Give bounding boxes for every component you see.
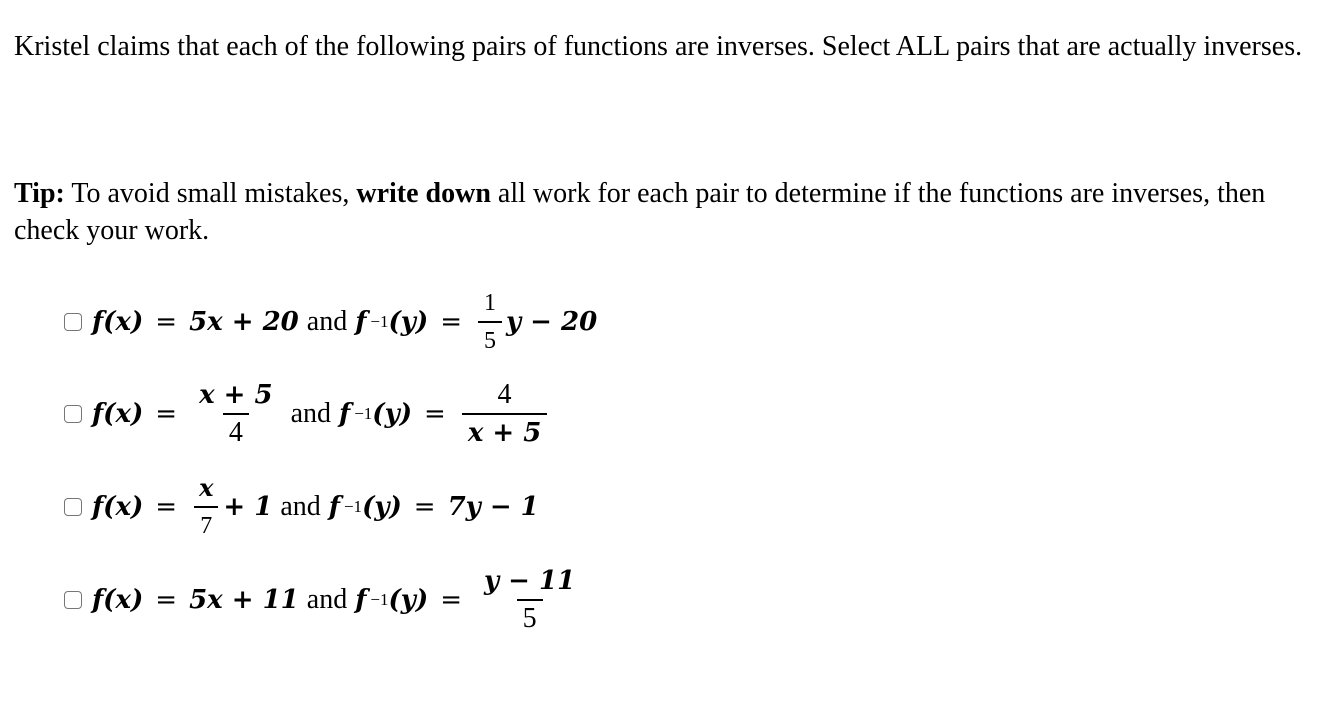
- option-1-finv: f: [355, 307, 367, 337]
- option-4-sup: −1: [370, 590, 389, 609]
- option-3-finv: f: [328, 492, 340, 522]
- option-1-rhs-fraction: [478, 287, 502, 357]
- option-1-checkbox[interactable]: [64, 313, 82, 331]
- option-3-lhs-after: + 1: [223, 492, 273, 522]
- option-1-sup: −1: [370, 312, 389, 331]
- option-2-rhs-num: 4: [497, 379, 512, 410]
- option-3-equals-2: =: [413, 492, 436, 522]
- option-3-checkbox[interactable]: [64, 498, 82, 516]
- option-4-finv: f: [355, 585, 367, 615]
- option-4-f: f(x): [92, 585, 144, 615]
- option-3-lhs-den: 7: [194, 506, 218, 542]
- tip-text-before: To avoid small mistakes,: [64, 178, 357, 209]
- option-1-rhs-den: 5: [478, 321, 502, 357]
- option-2-and: and: [290, 398, 332, 429]
- option-2-lhs-num: x + 5: [199, 380, 273, 410]
- question-text: Kristel claims that each of the following pairs of functions are inverses. Select ALL pairs that are actually inverses.: [14, 31, 1303, 62]
- option-1-rhs-num: 1: [484, 290, 496, 316]
- option-2-rhs-den: x + 5: [462, 413, 547, 449]
- option-4-rhs-num: y − 11: [484, 566, 576, 596]
- tip-label: Tip:: [14, 178, 65, 209]
- option-2-finv: f: [339, 399, 351, 429]
- option-1-and: and: [306, 306, 348, 337]
- option-3[interactable]: [64, 473, 539, 539]
- option-4-arg: (y): [388, 585, 429, 615]
- tip-text: [14, 175, 1304, 249]
- option-3-and: and: [280, 491, 321, 522]
- option-1-arg: (y): [388, 307, 429, 337]
- option-2-lhs-fraction: [193, 379, 278, 449]
- option-4-and: and: [306, 584, 348, 615]
- option-1-equals: =: [155, 307, 178, 337]
- option-4[interactable]: [64, 566, 585, 634]
- option-2-sup: −1: [354, 404, 373, 423]
- tip-text-after: all work for each pair to determine if the functions are inverses, then check your work.: [14, 178, 1266, 246]
- option-2-lhs-den: 4: [223, 413, 249, 449]
- option-4-rhs-den: 5: [517, 599, 543, 635]
- option-3-sup: −1: [343, 497, 363, 516]
- option-2-equals: =: [155, 399, 178, 429]
- option-4-equals: =: [155, 585, 178, 615]
- option-1[interactable]: [64, 292, 597, 352]
- option-2-arg: (y): [372, 399, 413, 429]
- option-3-lhs-fraction: [193, 472, 219, 542]
- option-2[interactable]: [64, 379, 551, 448]
- option-3-arg: (y): [362, 492, 402, 522]
- option-3-rhs: 7y − 1: [447, 492, 539, 522]
- option-3-equals: =: [155, 492, 178, 522]
- option-3-f: f(x): [92, 492, 144, 522]
- option-4-rhs-fraction: [478, 565, 581, 635]
- option-2-rhs-fraction: [462, 379, 547, 449]
- tip-emphasis: write down: [356, 178, 491, 209]
- option-4-lhs: 5x + 11: [189, 585, 299, 615]
- option-2-equals-2: =: [424, 399, 446, 429]
- option-3-lhs-num: x: [199, 473, 214, 502]
- option-4-checkbox[interactable]: [64, 591, 82, 609]
- option-1-lhs: 5x + 20: [189, 307, 299, 337]
- option-1-equals-2: =: [440, 307, 462, 337]
- option-4-equals-2: =: [440, 585, 462, 615]
- option-1-f: f(x): [92, 307, 144, 337]
- option-2-checkbox[interactable]: [64, 405, 82, 423]
- option-2-f: f(x): [92, 399, 144, 429]
- option-1-rhs-after: y − 20: [506, 307, 598, 337]
